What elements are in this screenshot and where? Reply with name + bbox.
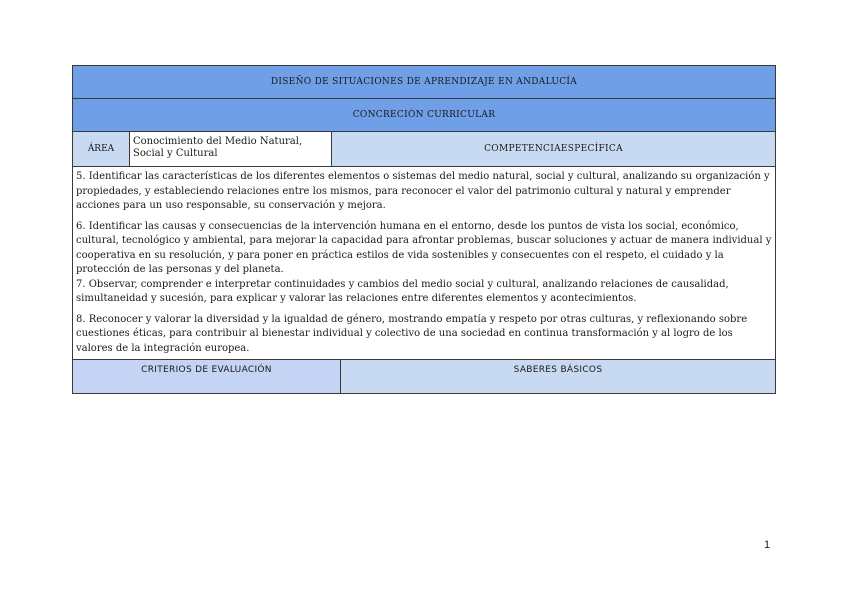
competencia-item: 7. Observar, comprender e interpretar continuidades y cambios del medio social y cultural, analizando relaciones de causalidad, simultaneidad y sucesión, para explicar y valorar las relaciones entre diferentes elementos y acontecimientos. [76,278,729,304]
area-label: ÁREA [73,132,130,166]
saberes-header: SABERES BÁSICOS [341,360,775,393]
document-subtitle: CONCRECIÓN CURRICULAR [352,110,496,120]
competencias-header: COMPETENCIAESPECÍFICA [332,132,775,166]
competencia-item: 8. Reconocer y valorar la diversidad y la igualdad de género, mostrando empatía y respeto por otras culturas, y reflexionando sobre cuestiones éticas, para contribuir al bienestar individual y colectivo de una sociedad en continua transformación y al logro de los valores de la integración europea. [76,313,748,354]
competencia-item: 6. Identificar las causas y consecuencias de la intervención humana en el entorno, desde los puntos de vista los social, económico, cultural, tecnológico y ambiental, para mejorar la capacidad para afrontar problemas, buscar soluciones y actuar de manera individual y cooperativa en su resolución, y para poner en práctica estilos de vida sostenibles y consecuentes con el respeto, el cuidado y la protección de las personas y del planeta. [76,220,772,275]
document-title: DISEÑO DE SITUACIONES DE APRENDIZAJE EN ANDALUCÍA [270,77,578,87]
area-value: Conocimiento del Medio Natural, Social y Cultural [130,132,332,166]
competencia-item: 5. Identificar las características de los diferentes elementos o sistemas del medio natural, social y cultural, analizando su organización y propiedades, y estableciendo relaciones entre los mismos, para reconocer el valor del patrimonio cultural y natural y emprender acciones para un uso responsable, su conservación y mejora. [76,171,770,211]
area-row [73,132,775,167]
curricular-table [72,65,776,394]
document-title-row [73,66,775,99]
competencias-cell [73,167,775,360]
criterios-saberes-row [73,360,775,393]
page-number: 1 [764,539,771,551]
criterios-header: CRITERIOS DE EVALUACIÓN [73,360,341,393]
document-subtitle-row [73,99,775,132]
